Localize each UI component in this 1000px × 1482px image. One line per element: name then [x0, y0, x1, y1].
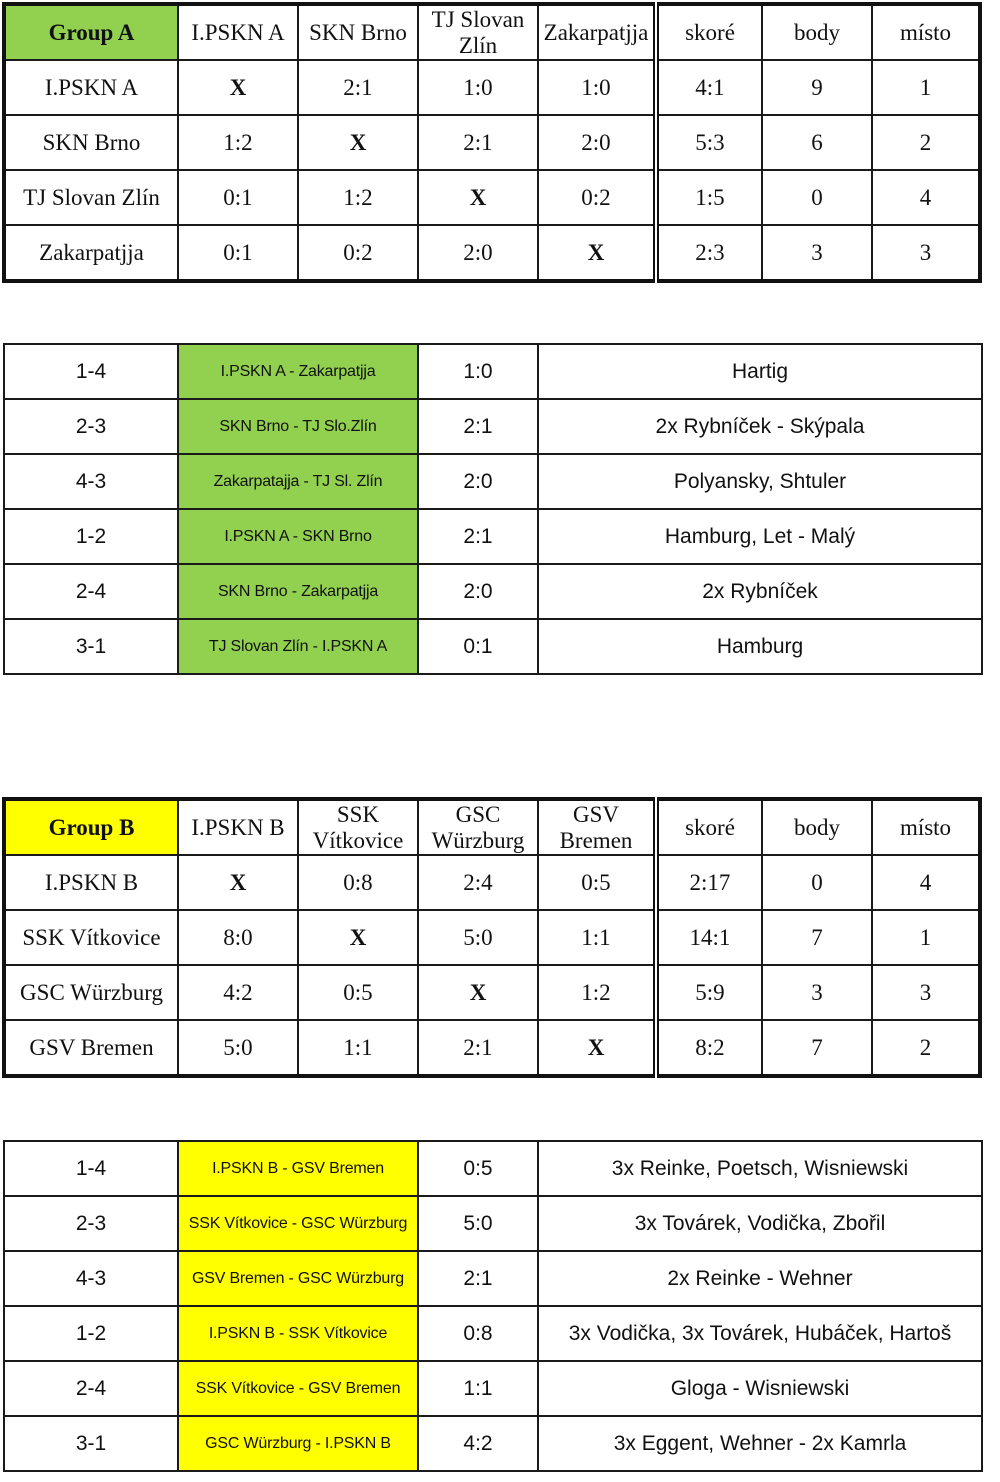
match-scorers: Gloga - Wisniewski	[538, 1361, 982, 1416]
match-pairing: 1-2	[4, 509, 178, 564]
column-header-points: body	[762, 799, 872, 855]
column-header: SSK Vítkovice	[298, 799, 418, 855]
match-pairing: 4-3	[4, 454, 178, 509]
result-cell: 1:2	[178, 115, 298, 170]
result-cell: 2:1	[298, 60, 418, 115]
table-row	[4, 60, 980, 115]
match-result: 2:1	[418, 399, 538, 454]
place-cell: 3	[872, 965, 980, 1020]
result-cell: 0:1	[178, 225, 298, 281]
points-cell: 9	[762, 60, 872, 115]
result-cell: 2:0	[418, 225, 538, 281]
points-cell: 6	[762, 115, 872, 170]
match-result: 2:0	[418, 564, 538, 619]
points-cell: 0	[762, 855, 872, 910]
group-title: Group A	[4, 4, 178, 60]
column-header: I.PSKN B	[178, 799, 298, 855]
match-pairing: 2-4	[4, 564, 178, 619]
match-result: 2:1	[418, 1251, 538, 1306]
result-cell: 0:1	[178, 170, 298, 225]
match-scorers: 2x Reinke - Wehner	[538, 1251, 982, 1306]
match-row	[4, 1361, 982, 1416]
result-cell: 8:0	[178, 910, 298, 965]
result-cell: 2:1	[418, 1020, 538, 1076]
match-scorers: Hartig	[538, 344, 982, 399]
points-cell: 0	[762, 170, 872, 225]
place-cell: 4	[872, 170, 980, 225]
column-header: SKN Brno	[298, 4, 418, 60]
column-header: GSC Würzburg	[418, 799, 538, 855]
match-result: 2:0	[418, 454, 538, 509]
match-teams: I.PSKN B - SSK Vítkovice	[178, 1306, 418, 1361]
match-row	[4, 619, 982, 674]
match-teams: SSK Vítkovice - GSV Bremen	[178, 1361, 418, 1416]
match-scorers: Polyansky, Shtuler	[538, 454, 982, 509]
table-row	[4, 1020, 980, 1076]
match-teams: I.PSKN A - Zakarpatjja	[178, 344, 418, 399]
match-row	[4, 1416, 982, 1471]
place-cell: 2	[872, 1020, 980, 1076]
group-title: Group B	[4, 799, 178, 855]
team-name: GSC Würzburg	[4, 965, 178, 1020]
match-teams: GSV Bremen - GSC Würzburg	[178, 1251, 418, 1306]
match-teams: SKN Brno - TJ Slo.Zlín	[178, 399, 418, 454]
group-b-matches-table	[3, 1140, 983, 1472]
match-result: 4:2	[418, 1416, 538, 1471]
match-row	[4, 1141, 982, 1196]
score-cell: 5:3	[656, 115, 762, 170]
match-pairing: 4-3	[4, 1251, 178, 1306]
points-cell: 3	[762, 965, 872, 1020]
match-row	[4, 344, 982, 399]
match-row	[4, 509, 982, 564]
result-cell: 2:4	[418, 855, 538, 910]
column-header: TJ Slovan Zlín	[418, 4, 538, 60]
table-row	[4, 855, 980, 910]
match-teams: TJ Slovan Zlín - I.PSKN A	[178, 619, 418, 674]
column-header-place: místo	[872, 4, 980, 60]
match-scorers: 2x Rybníček - Skýpala	[538, 399, 982, 454]
place-cell: 1	[872, 910, 980, 965]
result-cell: 1:2	[538, 965, 656, 1020]
result-cell: 1:2	[298, 170, 418, 225]
result-cell: X	[418, 965, 538, 1020]
column-header-score: skoré	[656, 799, 762, 855]
match-scorers: Hamburg	[538, 619, 982, 674]
match-pairing: 2-3	[4, 399, 178, 454]
column-header: GSV Bremen	[538, 799, 656, 855]
result-cell: X	[298, 910, 418, 965]
match-scorers: Hamburg, Let - Malý	[538, 509, 982, 564]
match-teams: GSC Würzburg - I.PSKN B	[178, 1416, 418, 1471]
result-cell: 0:5	[298, 965, 418, 1020]
match-result: 2:1	[418, 509, 538, 564]
match-pairing: 3-1	[4, 619, 178, 674]
match-row	[4, 564, 982, 619]
column-header: I.PSKN A	[178, 4, 298, 60]
result-cell: 5:0	[178, 1020, 298, 1076]
match-teams: I.PSKN A - SKN Brno	[178, 509, 418, 564]
match-teams: Zakarpatajja - TJ Sl. Zlín	[178, 454, 418, 509]
match-pairing: 1-2	[4, 1306, 178, 1361]
result-cell: 2:0	[538, 115, 656, 170]
score-cell: 14:1	[656, 910, 762, 965]
table-row	[4, 225, 980, 281]
column-header-score: skoré	[656, 4, 762, 60]
result-cell: X	[538, 225, 656, 281]
match-pairing: 1-4	[4, 1141, 178, 1196]
result-cell: 1:0	[538, 60, 656, 115]
match-result: 1:0	[418, 344, 538, 399]
points-cell: 3	[762, 225, 872, 281]
result-cell: X	[418, 170, 538, 225]
match-pairing: 1-4	[4, 344, 178, 399]
team-name: SKN Brno	[4, 115, 178, 170]
match-result: 1:1	[418, 1361, 538, 1416]
result-cell: 5:0	[418, 910, 538, 965]
result-cell: 4:2	[178, 965, 298, 1020]
score-cell: 8:2	[656, 1020, 762, 1076]
match-result: 5:0	[418, 1196, 538, 1251]
result-cell: 1:1	[538, 910, 656, 965]
place-cell: 3	[872, 225, 980, 281]
group-b-standings-table	[2, 797, 982, 1078]
header-row	[4, 4, 980, 60]
result-cell: 0:8	[298, 855, 418, 910]
match-row	[4, 399, 982, 454]
place-cell: 4	[872, 855, 980, 910]
team-name: TJ Slovan Zlín	[4, 170, 178, 225]
points-cell: 7	[762, 1020, 872, 1076]
place-cell: 1	[872, 60, 980, 115]
match-row	[4, 1251, 982, 1306]
match-row	[4, 1196, 982, 1251]
team-name: SSK Vítkovice	[4, 910, 178, 965]
table-row	[4, 170, 980, 225]
table-row	[4, 965, 980, 1020]
match-pairing: 2-4	[4, 1361, 178, 1416]
match-result: 0:8	[418, 1306, 538, 1361]
score-cell: 5:9	[656, 965, 762, 1020]
result-cell: X	[538, 1020, 656, 1076]
team-name: Zakarpatjja	[4, 225, 178, 281]
result-cell: X	[178, 855, 298, 910]
score-cell: 4:1	[656, 60, 762, 115]
match-scorers: 3x Eggent, Wehner - 2x Kamrla	[538, 1416, 982, 1471]
result-cell: 2:1	[418, 115, 538, 170]
match-scorers: 2x Rybníček	[538, 564, 982, 619]
group-a-matches-table	[3, 343, 983, 675]
result-cell: 1:0	[418, 60, 538, 115]
match-pairing: 2-3	[4, 1196, 178, 1251]
match-row	[4, 1306, 982, 1361]
team-name: I.PSKN A	[4, 60, 178, 115]
team-name: I.PSKN B	[4, 855, 178, 910]
match-scorers: 3x Továrek, Vodička, Zbořil	[538, 1196, 982, 1251]
score-cell: 1:5	[656, 170, 762, 225]
column-header-points: body	[762, 4, 872, 60]
column-header: Zakarpatjja	[538, 4, 656, 60]
group-a-standings-table	[2, 2, 982, 283]
match-pairing: 3-1	[4, 1416, 178, 1471]
header-row	[4, 799, 980, 855]
score-cell: 2:17	[656, 855, 762, 910]
table-row	[4, 115, 980, 170]
match-teams: SSK Vítkovice - GSC Würzburg	[178, 1196, 418, 1251]
score-cell: 2:3	[656, 225, 762, 281]
match-row	[4, 454, 982, 509]
table-row	[4, 910, 980, 965]
match-scorers: 3x Reinke, Poetsch, Wisniewski	[538, 1141, 982, 1196]
match-result: 0:1	[418, 619, 538, 674]
match-result: 0:5	[418, 1141, 538, 1196]
match-teams: SKN Brno - Zakarpatjja	[178, 564, 418, 619]
result-cell: 0:5	[538, 855, 656, 910]
column-header-place: místo	[872, 799, 980, 855]
result-cell: 1:1	[298, 1020, 418, 1076]
points-cell: 7	[762, 910, 872, 965]
result-cell: X	[178, 60, 298, 115]
match-teams: I.PSKN B - GSV Bremen	[178, 1141, 418, 1196]
team-name: GSV Bremen	[4, 1020, 178, 1076]
result-cell: X	[298, 115, 418, 170]
result-cell: 0:2	[298, 225, 418, 281]
place-cell: 2	[872, 115, 980, 170]
result-cell: 0:2	[538, 170, 656, 225]
match-scorers: 3x Vodička, 3x Továrek, Hubáček, Hartoš	[538, 1306, 982, 1361]
